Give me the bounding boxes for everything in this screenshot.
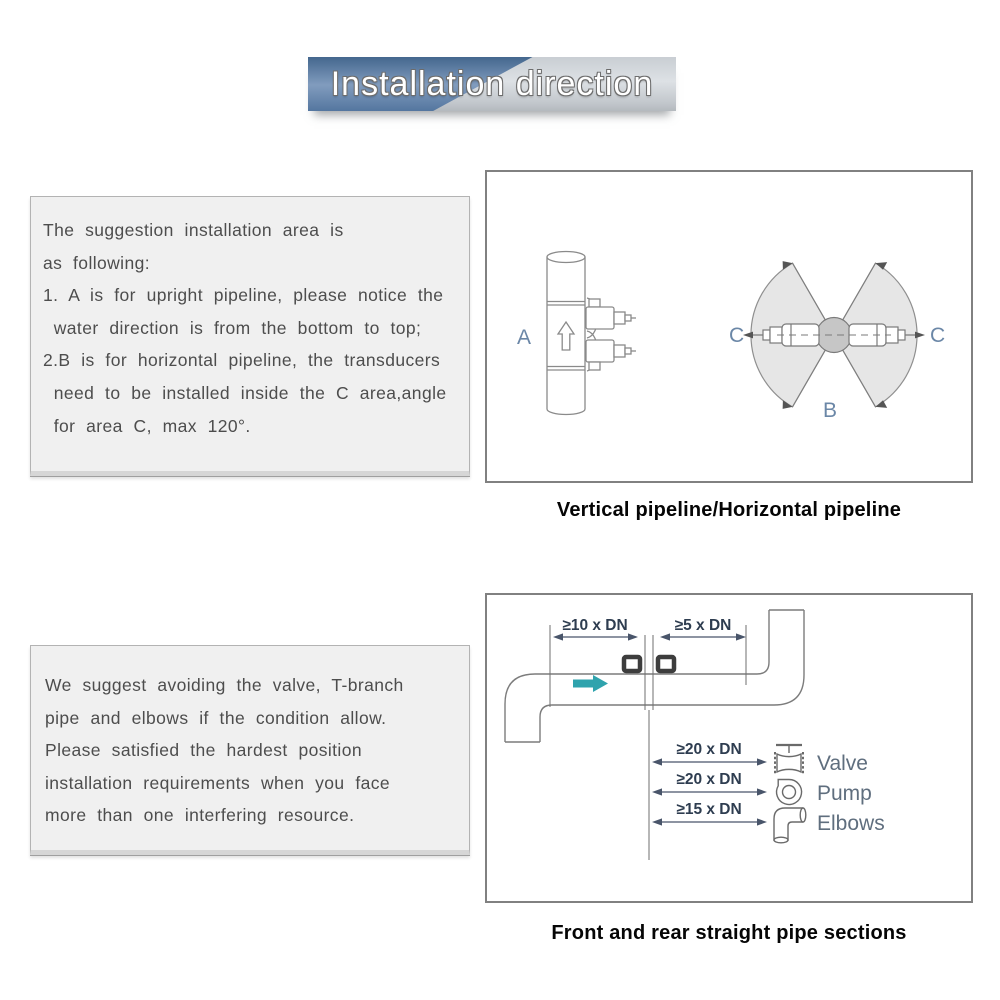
info-line: 2.B is for horizontal pipeline, the transducers — [43, 350, 441, 371]
dimension-elbows — [652, 818, 767, 825]
label-c-left: C — [729, 324, 745, 347]
info-line: more than one interfering resource. — [45, 805, 355, 826]
cross-section-icon — [743, 259, 925, 411]
pump-icon — [777, 779, 802, 804]
legend-label-valve: Valve — [817, 752, 868, 775]
dim-label-pump: ≥20 x DN — [676, 771, 742, 788]
label-b: B — [823, 399, 838, 422]
transducer-icon — [586, 299, 636, 329]
info-line: for area C, max 120°. — [43, 415, 251, 436]
caption-vertical-horizontal: Vertical pipeline/Horizontal pipeline — [556, 499, 902, 521]
sensor-mount-icon — [624, 635, 674, 860]
diagram-straight-pipe — [485, 593, 973, 903]
dim-label-elbows: ≥15 x DN — [676, 801, 742, 818]
header-banner — [308, 57, 676, 111]
info-box-interference — [30, 645, 470, 855]
legend-label-pump: Pump — [817, 782, 872, 805]
info-line: We suggest avoiding the valve, T-branch — [45, 675, 404, 695]
dimension-pump — [652, 788, 767, 795]
label-a: A — [517, 326, 532, 349]
legend-label-elbows: Elbows — [817, 812, 885, 835]
info-line: installation requirements when you face — [45, 772, 390, 793]
info-line: as following: — [43, 252, 151, 273]
info-line: need to be installed inside the C area,angle — [43, 382, 447, 403]
dim-label-upstream: ≥10 x DN — [562, 617, 628, 634]
diagram-pipeline-orientation — [485, 170, 973, 483]
info-line: water direction is from the bottom to top; — [43, 317, 422, 338]
dimension-valve — [652, 758, 767, 765]
page-title: Installation direction — [330, 64, 654, 103]
info-line: Please satisfied the hardest position — [45, 740, 362, 761]
info-line: 1. A is for upright pipeline, please notice the — [43, 285, 444, 306]
flow-arrow-icon — [573, 675, 608, 692]
label-c-right: C — [930, 324, 946, 347]
dim-label-valve: ≥20 x DN — [676, 741, 742, 758]
vertical-pipe-icon — [547, 252, 636, 415]
pipeline-orientation-drawing — [487, 172, 971, 481]
info-line: pipe and elbows if the condition allow. — [45, 707, 387, 728]
info-line: The suggestion installation area is — [43, 220, 344, 240]
caption-straight-pipe: Front and rear straight pipe sections — [551, 922, 907, 944]
dimension-downstream — [660, 633, 746, 640]
info-box-installation-area — [30, 196, 470, 476]
dim-label-downstream: ≥5 x DN — [674, 617, 732, 634]
elbow-icon — [774, 808, 806, 843]
transducer-icon — [586, 340, 636, 370]
straight-pipe-drawing — [487, 595, 971, 901]
valve-icon — [775, 745, 803, 774]
dimension-upstream — [553, 633, 638, 640]
